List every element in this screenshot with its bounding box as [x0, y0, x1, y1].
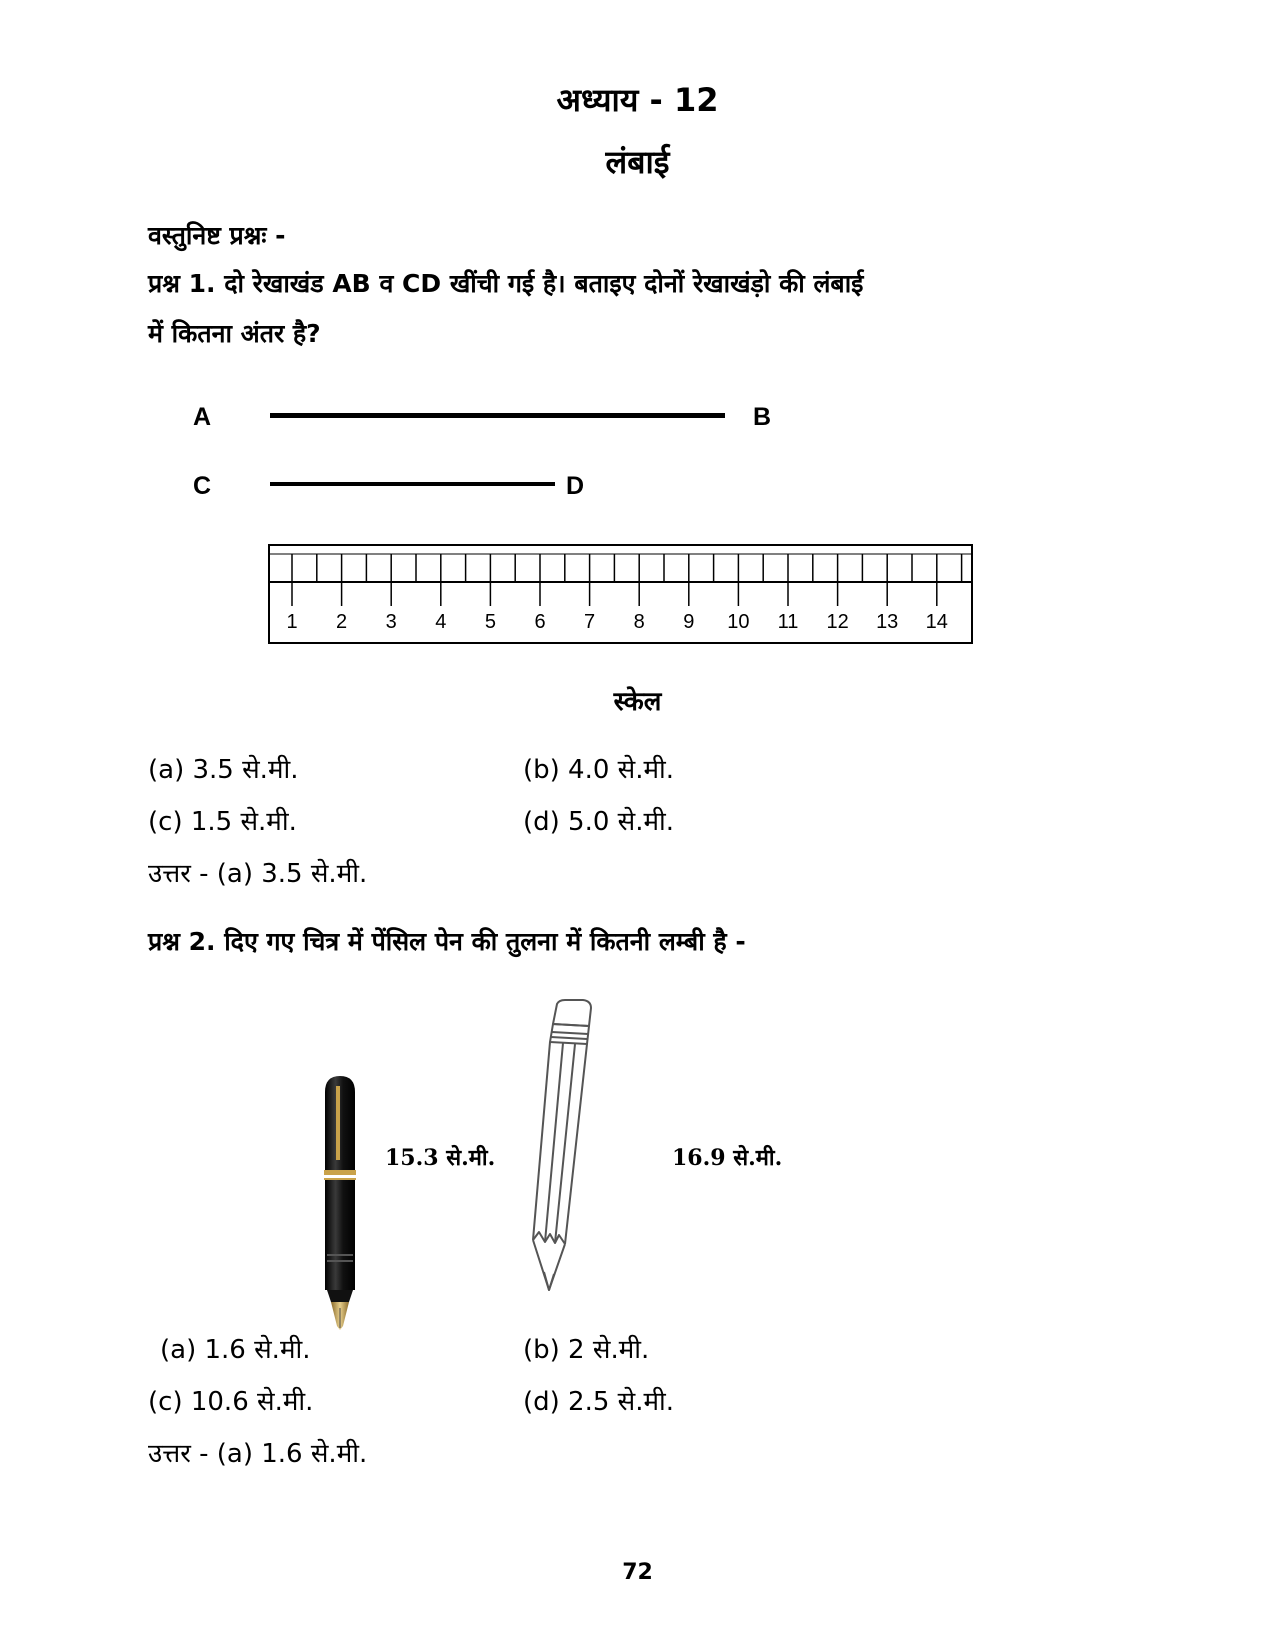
ruler-tick-label: 6	[534, 611, 546, 633]
ruler-tick-label: 11	[777, 611, 799, 633]
question-2-answer: उत्तर - (a) 1.6 से.मी.	[148, 1439, 368, 1469]
question-2-option-d: (d) 2.5 से.मी.	[523, 1387, 675, 1417]
question-1-option-b: (b) 4.0 से.मी.	[523, 755, 675, 785]
ruler-tick-label: 4	[435, 611, 447, 633]
ruler-tick-label: 1	[286, 611, 298, 633]
chapter-title: अध्याय - 12	[556, 81, 719, 119]
question-2-option-a: (a) 1.6 से.मी.	[160, 1335, 311, 1365]
ruler-tick-label: 2	[336, 611, 348, 633]
question-2-option-b: (b) 2 से.मी.	[523, 1335, 650, 1365]
pencil-image	[525, 996, 605, 1296]
ruler-tick-label: 9	[683, 611, 695, 633]
question-1-line-2: में कितना अंतर है?	[148, 319, 321, 348]
point-b-label: B	[753, 403, 772, 431]
ruler-tick-label: 8	[633, 611, 645, 633]
pen-image	[315, 1074, 365, 1330]
ruler-caption: स्केल	[613, 687, 662, 717]
pencil-length-label: 16.9 से.मी.	[672, 1145, 783, 1171]
ruler-tick-label: 14	[925, 611, 948, 633]
ruler	[268, 544, 973, 644]
ruler-tick-label: 7	[584, 611, 596, 633]
section-heading: वस्तुनिष्ट प्रश्नः -	[148, 221, 286, 250]
ruler-tick-label: 13	[876, 611, 899, 633]
chapter-subtitle: लंबाई	[605, 143, 670, 181]
question-1-option-a: (a) 3.5 से.मी.	[148, 755, 299, 785]
point-c-label: C	[193, 472, 212, 500]
ruler-tick-label: 12	[826, 611, 849, 633]
segment-cd	[270, 482, 555, 486]
ruler-tick-label: 10	[727, 611, 750, 633]
question-1-answer: उत्तर - (a) 3.5 से.मी.	[148, 859, 368, 889]
question-1-line-1: प्रश्न 1. दो रेखाखंड AB व CD खींची गई है। बताइए दोनों रेखाखंड़ो की लंबाई	[148, 269, 864, 298]
question-1-option-d: (d) 5.0 से.मी.	[523, 807, 675, 837]
question-2-option-c: (c) 10.6 से.मी.	[148, 1387, 314, 1417]
ruler-frame	[269, 545, 972, 643]
page-number: 72	[622, 1560, 653, 1585]
ruler-tick-label: 3	[385, 611, 397, 633]
point-d-label: D	[566, 472, 585, 500]
pen-length-label: 15.3 से.मी.	[385, 1145, 496, 1171]
point-a-label: A	[193, 403, 212, 431]
question-1-option-c: (c) 1.5 से.मी.	[148, 807, 297, 837]
ruler-tick-label: 5	[484, 611, 496, 633]
segment-ab	[270, 413, 725, 418]
question-2-text: प्रश्न 2. दिए गए चित्र में पेंसिल पेन की तुलना में कितनी लम्बी है -	[148, 927, 746, 956]
